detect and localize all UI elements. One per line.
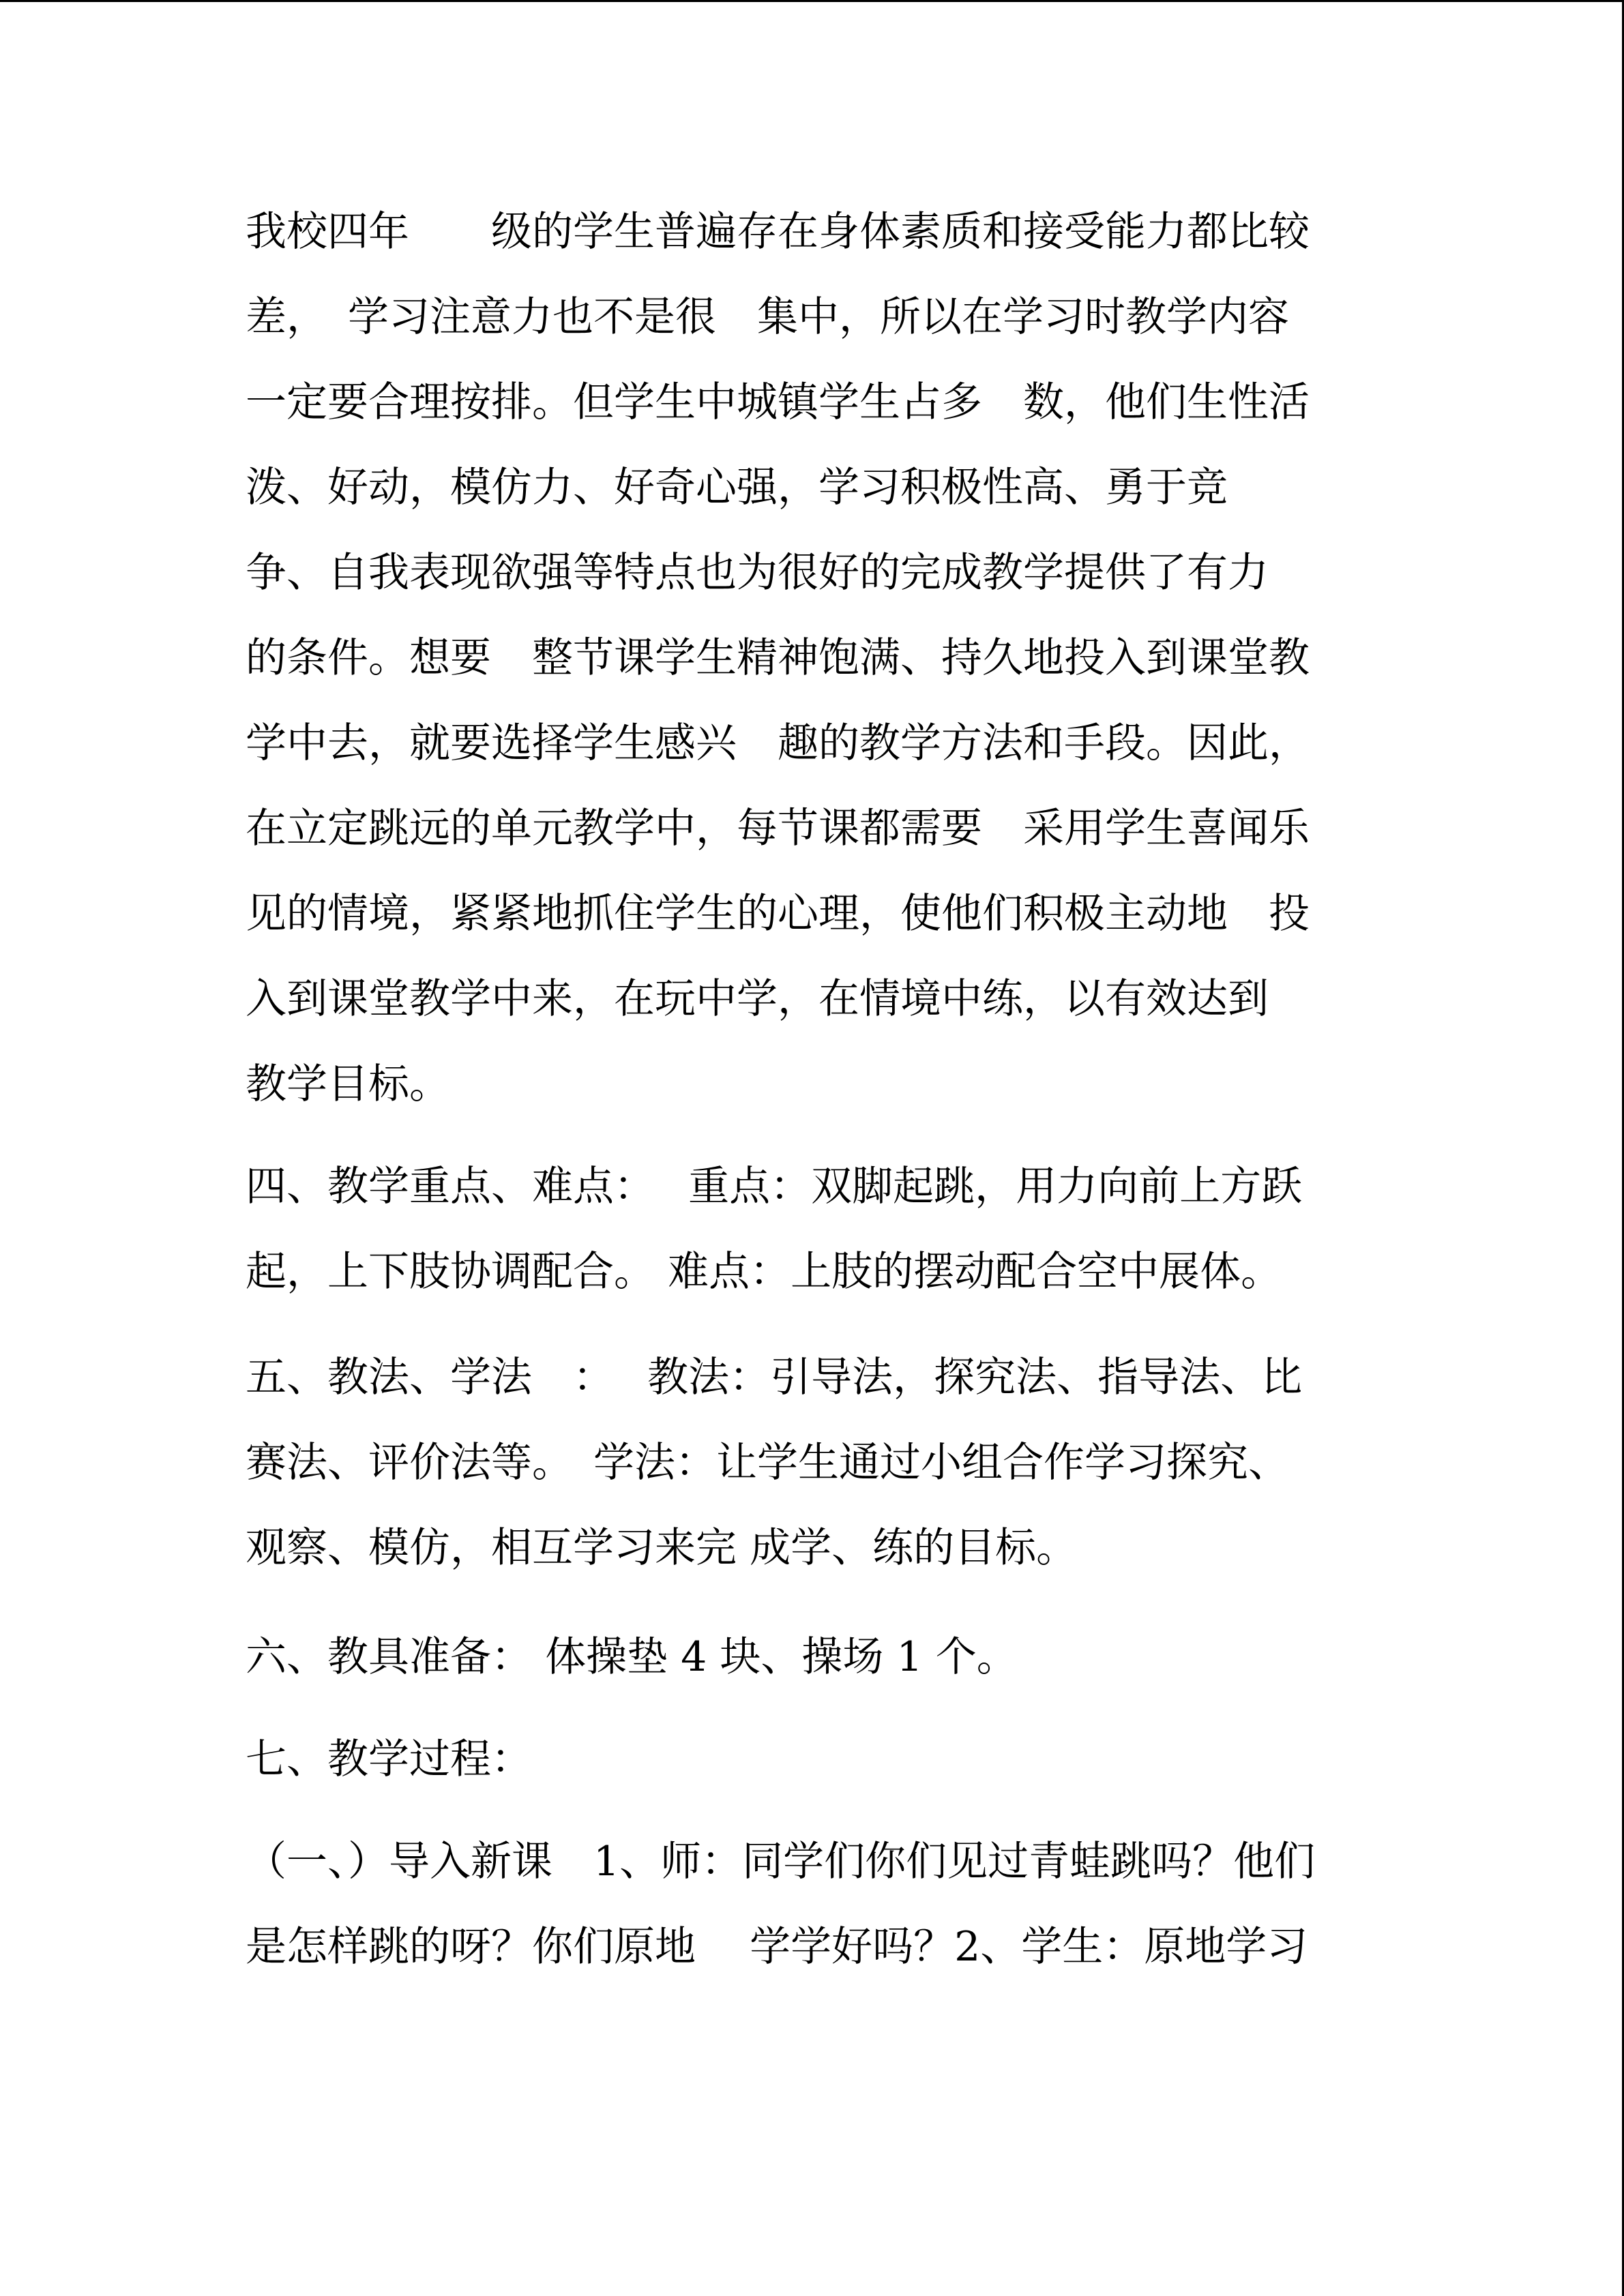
text-line: 在立定跳远的单元教学中，每节课都需要 采用学生喜闻乐 xyxy=(246,805,1310,852)
text-line: 学中去，就要选择学生感兴 趣的教学方法和手段。因此， xyxy=(246,719,1310,767)
text-line: 六、教具准备： 体操垫 4 块、操场 1 个。 xyxy=(246,1633,1018,1681)
text-line: 入到课堂教学中来，在玩中学，在情境中练，以有效达到 xyxy=(246,975,1269,1023)
text-line: 五、教法、学法 ： 教法：引导法，探究法、指导法、比 xyxy=(246,1354,1303,1401)
text-line: 观察、模仿，相互学习来完 成学、练的目标。 xyxy=(246,1524,1078,1572)
text-line: 赛法、评价法等。 学法：让学生通过小组合作学习探究、 xyxy=(246,1439,1289,1487)
text-line: 差， 学习注意力也不是很 集中，所以在学习时教学内容 xyxy=(246,293,1289,341)
text-line: 七、教学过程： xyxy=(246,1735,532,1783)
text-line: 争、自我表现欲强等特点也为很好的完成教学提供了有力 xyxy=(246,549,1269,597)
text-line: 见的情境，紧紧地抓住学生的心理，使他们积极主动地 投 xyxy=(246,890,1310,938)
text-line: 我校四年 级的学生普遍存在身体素质和接受能力都比较 xyxy=(246,208,1310,256)
text-line: 的条件。想要 整节课学生精神饱满、持久地投入到课堂教 xyxy=(246,634,1310,682)
text-line: 四、教学重点、难点： 重点：双脚起跳，用力向前上方跃 xyxy=(246,1163,1303,1210)
text-line: 一定要合理按排。但学生中城镇学生占多 数，他们生性活 xyxy=(246,378,1310,426)
text-line: 起，上下肢协调配合。 难点：上肢的摆动配合空中展体。 xyxy=(246,1248,1282,1296)
text-line: 是怎样跳的呀？你们原地 学学好吗？2、学生：原地学习 xyxy=(246,1923,1308,1971)
text-line: 泼、好动，模仿力、好奇心强，学习积极性高、勇于竞 xyxy=(246,464,1228,511)
text-line: （一、）导入新课 1、师：同学们你们见过青蛙跳吗？他们 xyxy=(246,1838,1316,1885)
text-line: 教学目标。 xyxy=(246,1060,450,1108)
